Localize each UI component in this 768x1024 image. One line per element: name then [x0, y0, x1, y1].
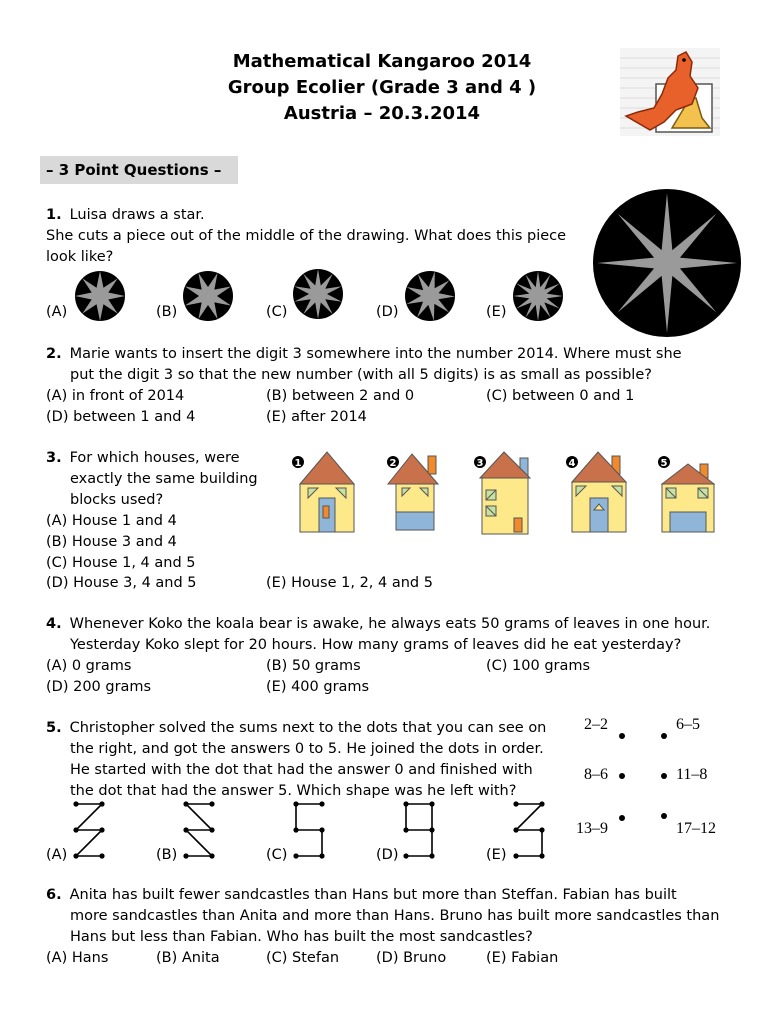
house-2-number: 2 — [389, 458, 397, 469]
q2-option-d: (D) between 1 and 4 — [46, 409, 196, 425]
q4-option-a: (A) 0 grams — [46, 658, 132, 674]
star-circle-figure — [592, 188, 742, 338]
q3-option-a: (A) House 1 and 4 — [46, 513, 177, 529]
q1-text-line3: look like? — [46, 249, 114, 265]
q3-option-e: (E) House 1, 2, 4 and 5 — [266, 575, 433, 591]
q2-number: 2. — [46, 346, 62, 362]
house-2-figure — [382, 448, 452, 538]
q3-option-d: (D) House 3, 4 and 5 — [46, 575, 197, 591]
q3-option-b: (B) House 3 and 4 — [46, 534, 177, 550]
q6-option-a: (A) Hans — [46, 950, 109, 966]
piece-e-figure — [510, 268, 566, 324]
q3-text-line3: blocks used? — [70, 492, 164, 508]
q2-option-c: (C) between 0 and 1 — [486, 388, 635, 404]
q1-option-e: (E) — [486, 304, 507, 320]
house-3-number: 3 — [476, 458, 484, 469]
shape-a-figure — [66, 800, 112, 862]
q4-text-line1: Whenever Koko the koala bear is awake, he always eats 50 grams of leaves in one hour. — [69, 616, 711, 632]
sum-2-2: 2–2 — [584, 716, 608, 733]
q5-text-line2: the right, and got the answers 0 to 5. He joined the dots in order. — [70, 741, 544, 757]
q6-number: 6. — [46, 887, 62, 903]
shape-b-figure — [176, 800, 222, 862]
q3-option-c: (C) House 1, 4 and 5 — [46, 555, 196, 571]
q1-option-c: (C) — [266, 304, 288, 320]
q2-text-line1: Marie wants to insert the digit 3 somewhere into the number 2014. Where must she — [69, 346, 682, 362]
q1-text-line1: Luisa draws a star. — [69, 207, 205, 223]
house-5-number: 5 — [660, 458, 668, 469]
page-title-line1: Mathematical Kangaroo 2014 — [232, 51, 532, 72]
q1-text-line2: She cuts a piece out of the middle of the drawing. What does this piece — [46, 228, 567, 244]
q5-text-line3: He started with the dot that had the answer 0 and finished with — [70, 762, 533, 778]
q2-option-e: (E) after 2014 — [266, 409, 367, 425]
q3-number: 3. — [46, 450, 62, 466]
piece-b-figure — [180, 268, 236, 324]
q5-number: 5. — [46, 720, 62, 736]
page-title-line3: Austria – 20.3.2014 — [283, 103, 481, 124]
house-4-figure — [560, 448, 632, 538]
q1-option-b: (B) — [156, 304, 178, 320]
q5-option-d: (D) — [376, 847, 399, 863]
q5-option-b: (B) — [156, 847, 178, 863]
house-4-number: 4 — [568, 458, 576, 469]
piece-d-figure — [402, 268, 458, 324]
house-1-number: 1 — [294, 458, 302, 469]
shape-e-figure — [506, 800, 552, 862]
q6-text-line1: Anita has built fewer sandcastles than Hans but more than Steffan. Fabian has built — [69, 887, 677, 903]
q4-text-line2: Yesterday Koko slept for 20 hours. How many grams of leaves did he eat yesterday? — [70, 637, 682, 653]
section-header: – 3 Point Questions – — [40, 156, 238, 184]
q2-option-b: (B) between 2 and 0 — [266, 388, 415, 404]
q2-option-a: (A) in front of 2014 — [46, 388, 185, 404]
sum-11-8: 11–8 — [676, 766, 708, 783]
house-5-figure — [650, 448, 720, 538]
q6-option-b: (B) Anita — [156, 950, 220, 966]
q1-option-a: (A) — [46, 304, 68, 320]
q6-text-line3: Hans but less than Fabian. Who has built the most sandcastles? — [70, 929, 533, 945]
house-3-figure — [470, 448, 540, 538]
q6-text-line2: more sandcastles than Anita and more than Hans. Bruno has built more sandcastles than — [70, 908, 720, 924]
q1-number: 1. — [46, 207, 62, 223]
q4-option-d: (D) 200 grams — [46, 679, 152, 695]
q2-text-line2: put the digit 3 so that the new number (with all 5 digits) is as small as possible? — [70, 367, 652, 383]
house-1-figure — [290, 448, 360, 538]
q4-option-c: (C) 100 grams — [486, 658, 591, 674]
q3-text-line1: For which houses, were — [69, 450, 240, 466]
sum-6-5: 6–5 — [676, 716, 700, 733]
q5-option-e: (E) — [486, 847, 507, 863]
kangaroo-logo — [620, 48, 720, 136]
q4-option-e: (E) 400 grams — [266, 679, 370, 695]
sum-dots-figure — [610, 730, 670, 830]
q5-option-a: (A) — [46, 847, 68, 863]
q3-text-line2: exactly the same building — [70, 471, 258, 487]
q5-text-line1: Christopher solved the sums next to the dots that you can see on — [69, 720, 547, 736]
q5-option-c: (C) — [266, 847, 288, 863]
sum-8-6: 8–6 — [584, 766, 608, 783]
shape-c-figure — [286, 800, 332, 862]
q6-option-e: (E) Fabian — [486, 950, 559, 966]
piece-a-figure — [72, 268, 128, 324]
q5-text-line4: the dot that had the answer 5. Which shape was he left with? — [70, 783, 517, 799]
q6-option-c: (C) Stefan — [266, 950, 340, 966]
q4-option-b: (B) 50 grams — [266, 658, 361, 674]
q1-option-d: (D) — [376, 304, 399, 320]
page-title-line2: Group Ecolier (Grade 3 and 4 ) — [227, 77, 537, 98]
sum-13-9: 13–9 — [576, 820, 608, 837]
q6-option-d: (D) Bruno — [376, 950, 447, 966]
sum-17-12: 17–12 — [676, 820, 716, 837]
piece-c-figure — [290, 266, 346, 322]
q4-number: 4. — [46, 616, 62, 632]
shape-d-figure — [396, 800, 442, 862]
